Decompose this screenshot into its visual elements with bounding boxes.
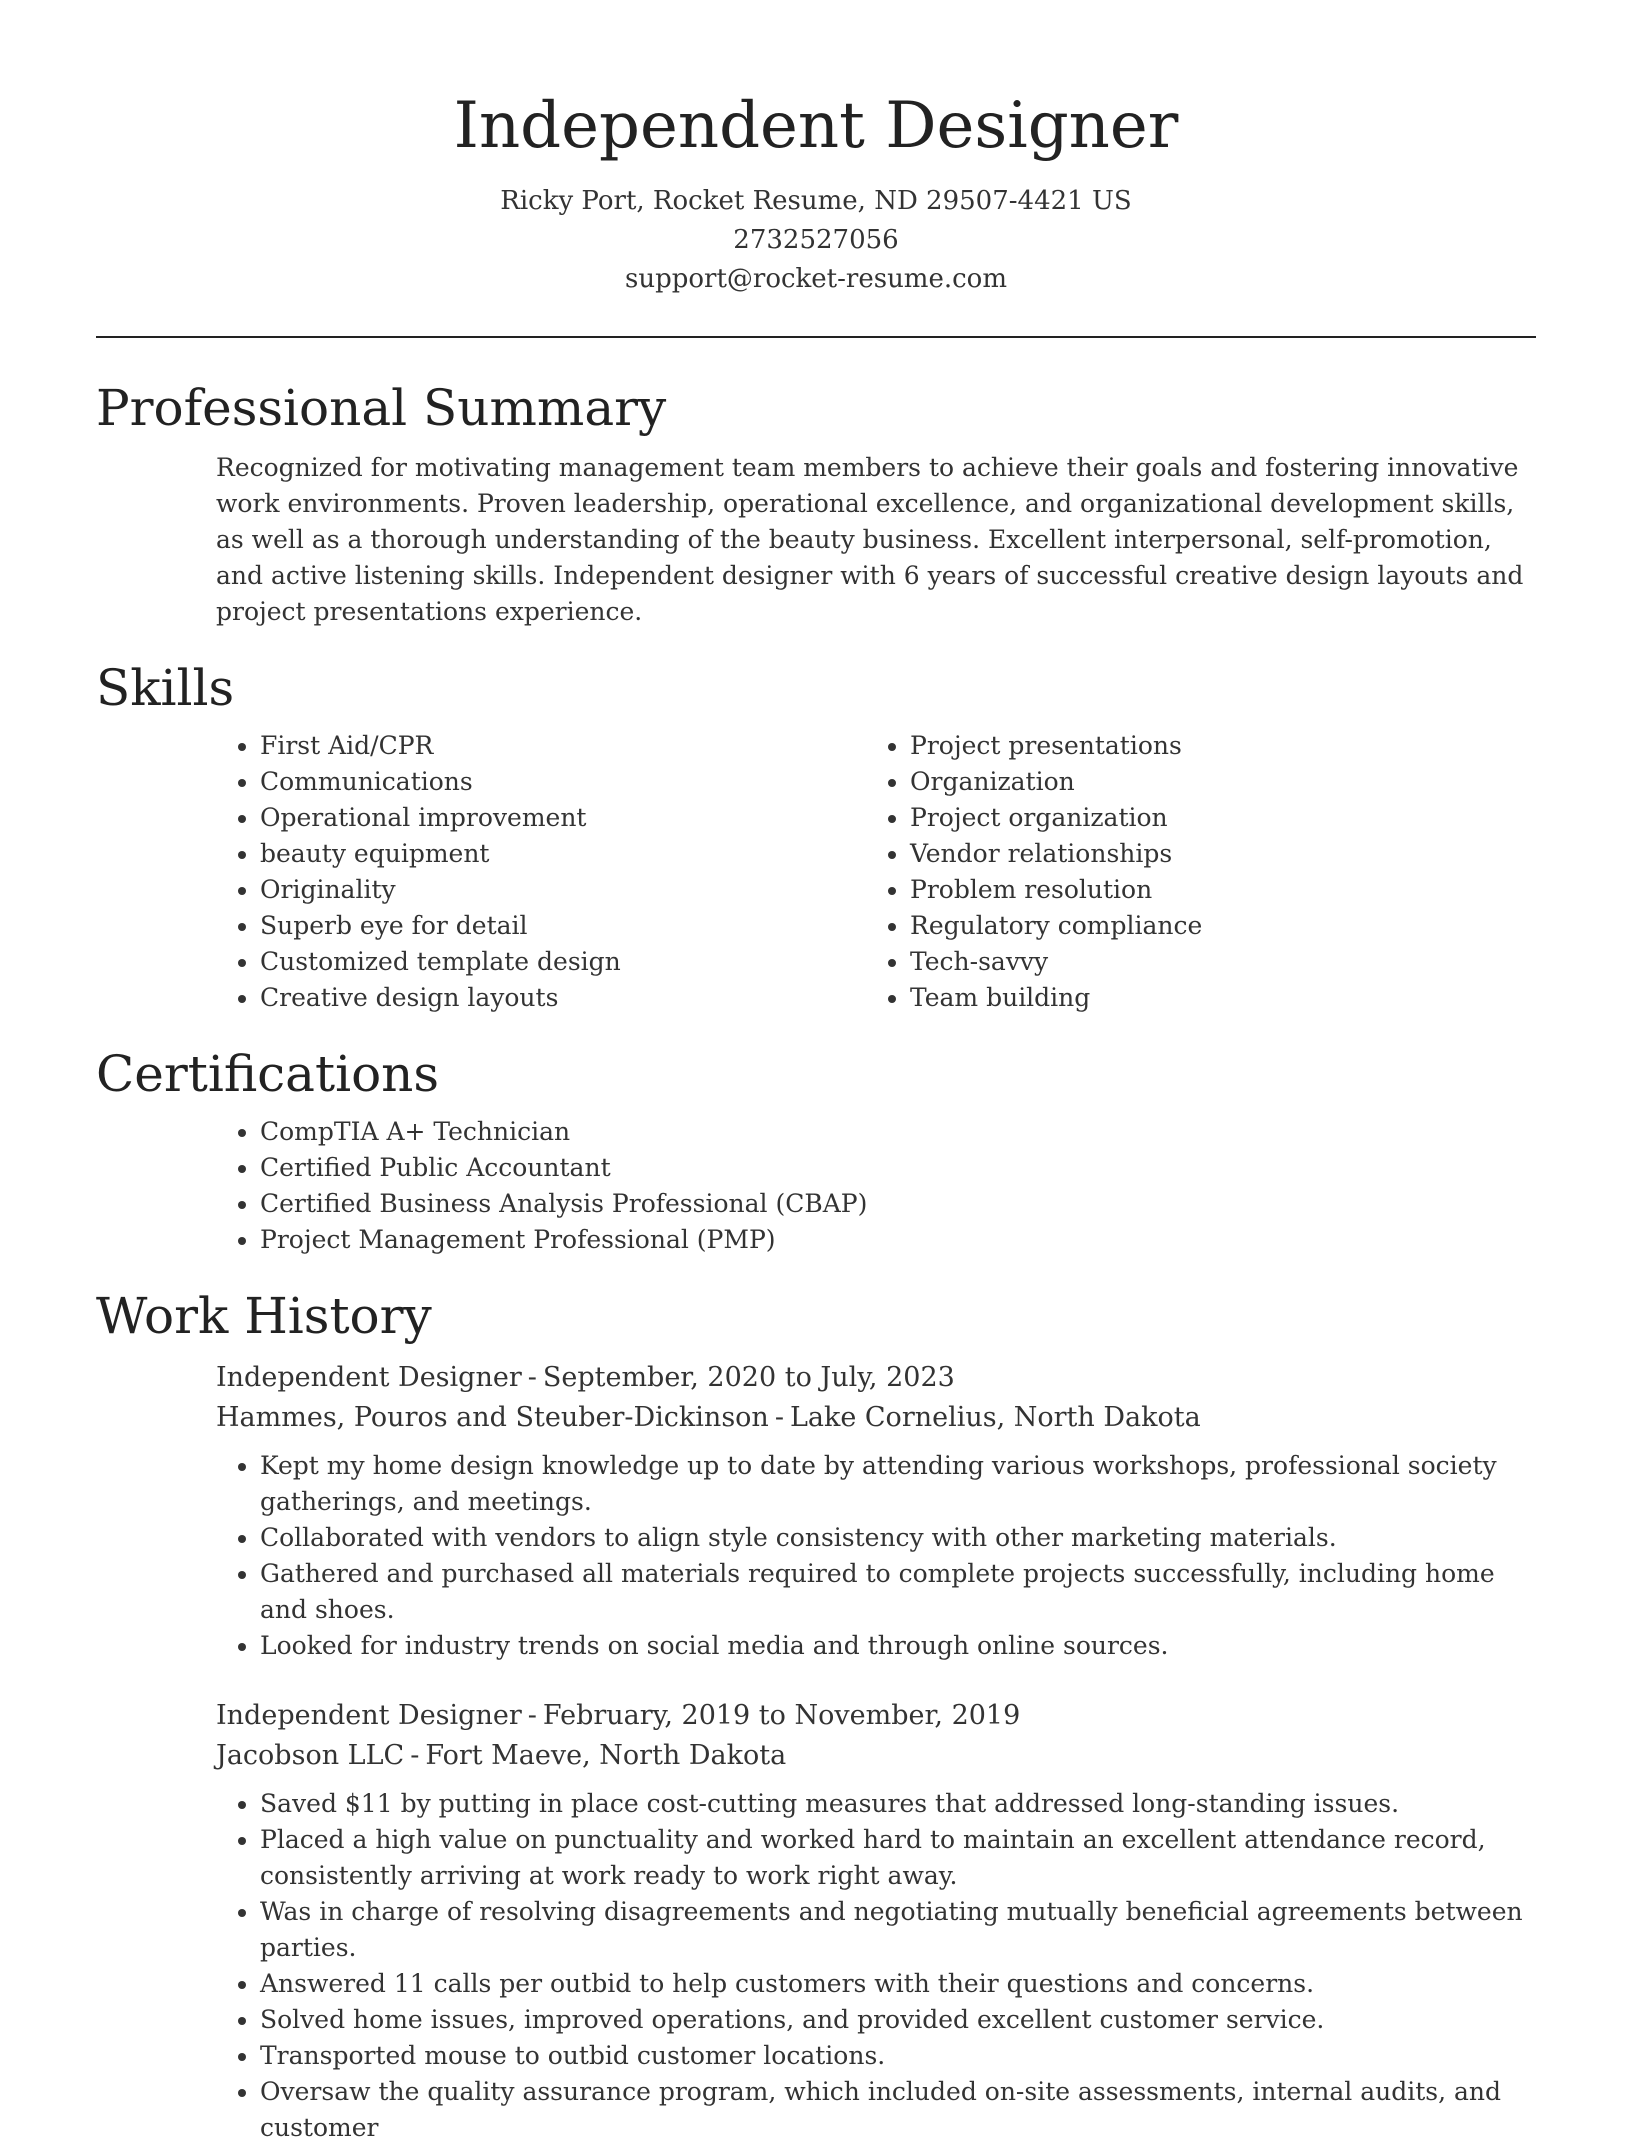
- skill-item: • Originality: [260, 872, 866, 908]
- work-history-section: [96, 1286, 1536, 2146]
- skill-item: • Problem resolution: [910, 872, 1516, 908]
- job-bullet: • Answered 11 calls per outbid to help customers with their questions and concerns.: [260, 1966, 1536, 2002]
- summary-text: Recognized for motivating management team members to achieve their goals and fostering innovative work environments. Proven leadership, operational excellence, and organizational development skills, as well as a thorough understanding of the beauty business. Excellent interpersonal, self-promotion, and active listening skills. Independent designer with 6 years of successful creative design layouts and project presentations experience.: [216, 453, 1524, 626]
- job-title-line: [216, 1358, 1536, 1398]
- job-dates: September, 2020 to July, 2023: [542, 1362, 955, 1393]
- job-location: Lake Cornelius, North Dakota: [789, 1402, 1201, 1433]
- skill-item: • Organization: [910, 764, 1516, 800]
- job-dates: February, 2019 to November, 2019: [542, 1700, 1021, 1731]
- summary-section: [96, 378, 1536, 630]
- skill-item: • Project presentations: [910, 728, 1516, 764]
- job-separator: -: [774, 1402, 784, 1433]
- job-bullet: • Solved home issues, improved operations, and provided excellent customer service.: [260, 2002, 1536, 2038]
- skill-item: • First Aid/CPR: [260, 728, 866, 764]
- certifications-section: [96, 1044, 1536, 1258]
- job-company-line: [216, 1736, 1536, 1776]
- job-company-line: [216, 1398, 1536, 1438]
- job-title-line: [216, 1696, 1536, 1736]
- contact-email: support@rocket-resume.com: [624, 264, 1007, 294]
- resume-header: [96, 0, 1536, 299]
- job-separator: -: [410, 1740, 420, 1771]
- skill-item: • Team building: [910, 980, 1516, 1016]
- skill-item: • Superb eye for detail: [260, 908, 866, 944]
- skills-column-left: [216, 728, 866, 1016]
- job-separator: -: [527, 1362, 537, 1393]
- certifications-heading: Certifications: [96, 1045, 440, 1103]
- skill-item: • Tech-savvy: [910, 944, 1516, 980]
- job-entry: [216, 1358, 1536, 1664]
- skill-item: • Customized template design: [260, 944, 866, 980]
- job-company: Jacobson LLC: [216, 1740, 405, 1771]
- job-bullet: • Was in charge of resolving disagreements and negotiating mutually beneficial agreements between parties.: [260, 1894, 1536, 1966]
- skill-item: • Regulatory compliance: [910, 908, 1516, 944]
- work-history-heading: Work History: [96, 1287, 432, 1345]
- job-bullet: • Collaborated with vendors to align style consistency with other marketing materials.: [260, 1520, 1536, 1556]
- job-company: Hammes, Pouros and Steuber-Dickinson: [216, 1402, 769, 1433]
- skill-item: • Project organization: [910, 800, 1516, 836]
- job-location: Fort Maeve, North Dakota: [425, 1740, 787, 1771]
- skills-heading: Skills: [96, 659, 235, 717]
- skill-item: • beauty equipment: [260, 836, 866, 872]
- skill-item: • Creative design layouts: [260, 980, 866, 1016]
- job-entry: [216, 1696, 1536, 2146]
- job-bullet: • Gathered and purchased all materials required to complete projects successfully, including home and shoes.: [260, 1556, 1536, 1628]
- header-divider: [96, 336, 1536, 338]
- certification-item: • Certified Business Analysis Professional (CBAP): [260, 1186, 1536, 1222]
- skill-item: • Vendor relationships: [910, 836, 1516, 872]
- job-bullet: • Placed a high value on punctuality and worked hard to maintain an excellent attendance record, consistently arriving at work ready to work right away.: [260, 1822, 1536, 1894]
- job-bullet: • Looked for industry trends on social media and through online sources.: [260, 1628, 1536, 1664]
- resume-page: [96, 0, 1536, 2146]
- resume-name: Independent Designer: [453, 89, 1179, 163]
- job-separator: -: [527, 1700, 537, 1731]
- certification-item: • Certified Public Accountant: [260, 1150, 1536, 1186]
- summary-heading: Professional Summary: [96, 379, 667, 437]
- skills-column-right: [866, 728, 1516, 1016]
- skill-item: • Communications: [260, 764, 866, 800]
- job-bullet: • Oversaw the quality assurance program, which included on-site assessments, internal audits, and customer: [260, 2074, 1536, 2146]
- job-title: Independent Designer: [216, 1362, 522, 1393]
- skill-item: • Operational improvement: [260, 800, 866, 836]
- job-bullet: • Saved $11 by putting in place cost-cutting measures that addressed long-standing issues.: [260, 1786, 1536, 1822]
- skills-section: [96, 658, 1536, 1016]
- job-title: Independent Designer: [216, 1700, 522, 1731]
- job-bullet: • Kept my home design knowledge up to date by attending various workshops, professional society gatherings, and meetings.: [260, 1448, 1536, 1520]
- certification-item: • CompTIA A+ Technician: [260, 1114, 1536, 1150]
- contact-address: Ricky Port, Rocket Resume, ND 29507-4421 US: [500, 186, 1132, 216]
- job-bullet: • Transported mouse to outbid customer locations.: [260, 2038, 1536, 2074]
- certification-item: • Project Management Professional (PMP): [260, 1222, 1536, 1258]
- contact-phone: 2732527056: [733, 225, 899, 255]
